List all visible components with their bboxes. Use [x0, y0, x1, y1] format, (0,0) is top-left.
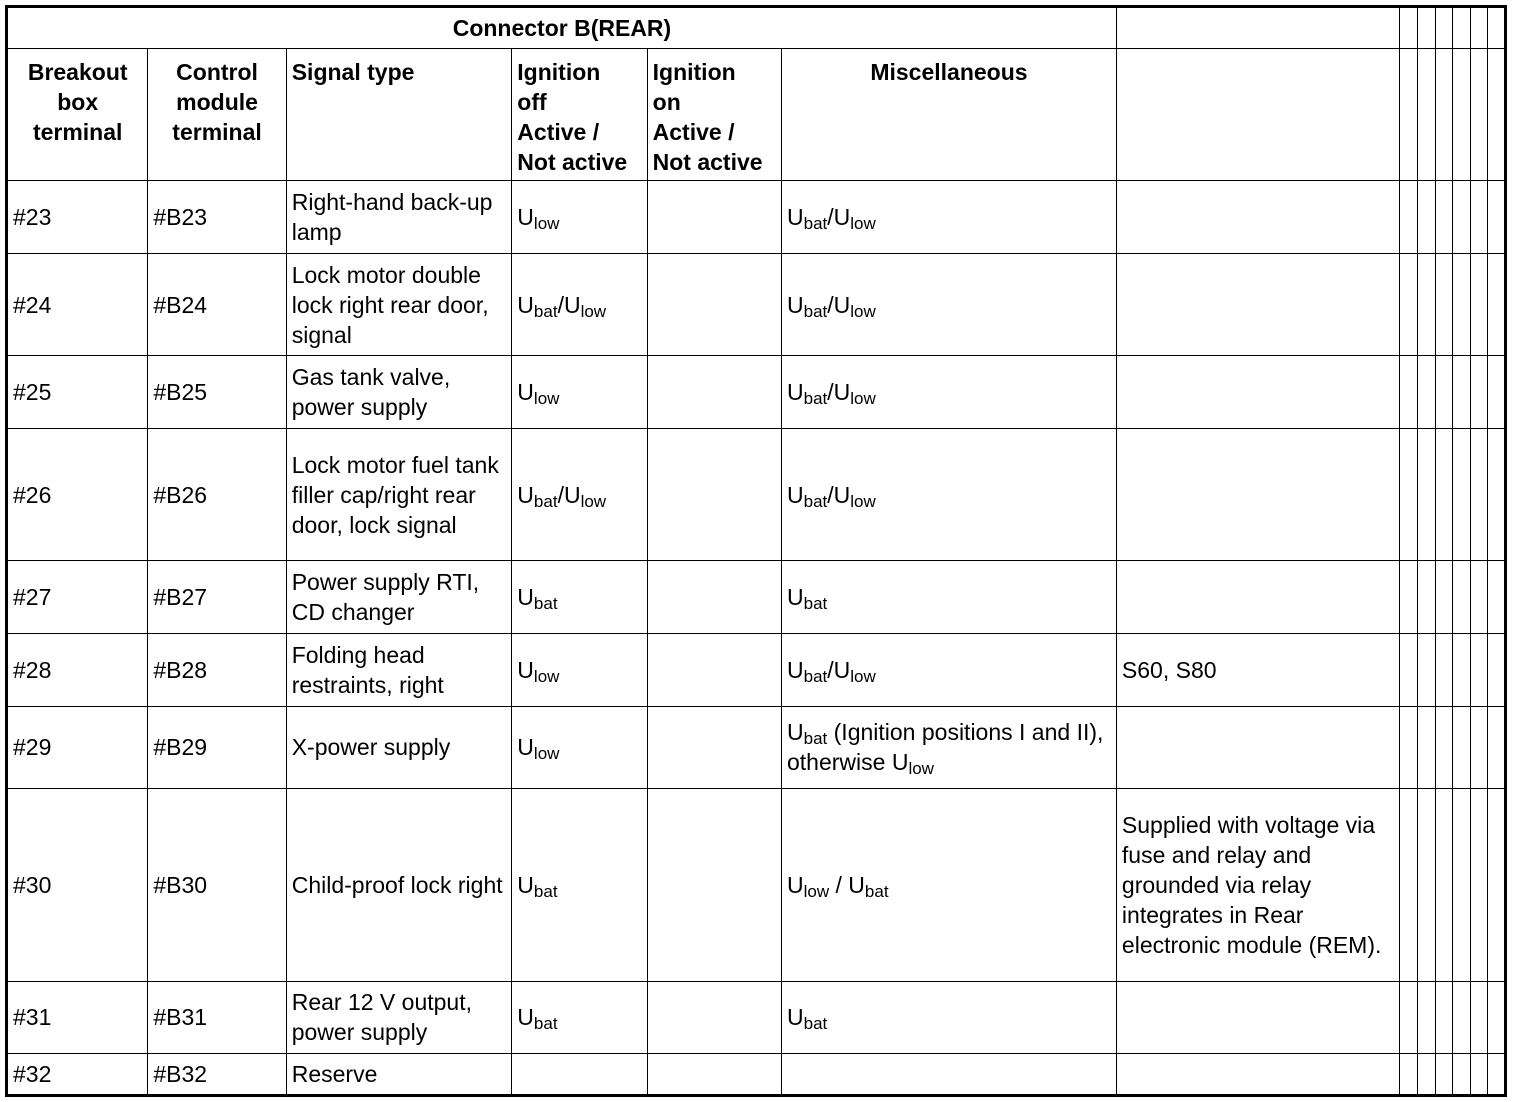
- connector-table: [5, 5, 1507, 1097]
- blank-cell: [1470, 788, 1487, 981]
- header-misc: Miscellaneous: [781, 49, 1116, 181]
- note-value: [1116, 981, 1399, 1053]
- voltage-symbol: $U_{low}$: [517, 734, 560, 764]
- voltage-symbol: $U_{bat}$: [517, 291, 558, 321]
- signal-type: Lock motor double lock right rear door, signal: [286, 254, 512, 356]
- breakout-terminal: #31: [7, 981, 148, 1053]
- blank-cell: [1487, 706, 1505, 788]
- blank-cell: [1487, 356, 1505, 429]
- module-terminal: #B29: [148, 706, 286, 788]
- breakout-terminal: #24: [7, 254, 148, 356]
- voltage-symbol: $U_{bat}$: [517, 1004, 558, 1034]
- blank-cell: [1417, 633, 1435, 706]
- voltage-symbol: $U_{low}$: [563, 481, 607, 511]
- blank-cell: [1417, 49, 1435, 181]
- misc-value: $U_{low} / U_{bat}$: [781, 788, 1116, 981]
- table-row: [7, 981, 1506, 1053]
- voltage-subscript: low: [533, 666, 560, 686]
- note-value: S60, S80: [1116, 633, 1399, 706]
- blank-cell: [1417, 788, 1435, 981]
- blank-cell: [1399, 981, 1417, 1053]
- blank-cell: [1470, 181, 1487, 254]
- voltage-subscript: bat: [864, 881, 889, 901]
- blank-cell: [1116, 7, 1399, 49]
- ignition-off-value: [512, 981, 647, 1053]
- voltage-symbol: $U_{low}$: [563, 291, 607, 321]
- voltage-symbol: $U_{low}$: [833, 481, 876, 511]
- voltage-symbol: $U_{low}$: [786, 871, 830, 901]
- voltage-symbol: $U_{bat}$: [517, 871, 558, 901]
- blank-cell: [1435, 49, 1452, 181]
- blank-cell: [1452, 181, 1470, 254]
- ignition-off-value: $U_{bat}/U_{low}$: [512, 429, 647, 561]
- blank-cell: [1452, 356, 1470, 429]
- ignition-on-value: [647, 429, 781, 561]
- header-ign-off-line: off: [517, 89, 547, 116]
- voltage-subscript: bat: [533, 491, 558, 511]
- breakout-terminal: #27: [7, 561, 148, 633]
- blank-cell: [1470, 429, 1487, 561]
- voltage-subscript: bat: [533, 594, 558, 614]
- breakout-terminal: #29: [7, 706, 148, 788]
- voltage-symbol: $U_{low}$: [833, 379, 876, 409]
- voltage-subscript: bat: [533, 1014, 558, 1034]
- voltage-symbol: $U_{low}$: [833, 656, 876, 686]
- header-ign-off-line: Not active: [517, 149, 628, 176]
- signal-type: X-power supply: [286, 706, 512, 788]
- ignition-off-value: [512, 788, 647, 981]
- table-row: [7, 561, 1506, 633]
- misc-value: $U_{bat}/U_{low}$: [781, 356, 1116, 429]
- blank-cell: [1487, 561, 1505, 633]
- blank-cell: [1487, 788, 1505, 981]
- blank-cell: [1435, 788, 1452, 981]
- ignition-off-value: [512, 1053, 647, 1095]
- table-row: [7, 788, 1506, 981]
- blank-cell: [1399, 788, 1417, 981]
- blank-cell: [1435, 706, 1452, 788]
- ignition-off-value: $U_{bat}/U_{low}$: [512, 254, 647, 356]
- blank-cell: [1435, 7, 1452, 49]
- ignition-on-value: [647, 981, 781, 1053]
- blank-cell: [1452, 7, 1470, 49]
- voltage-symbol: $U_{bat}$: [786, 291, 828, 321]
- blank-cell: [1399, 1053, 1417, 1095]
- blank-cell: [1435, 356, 1452, 429]
- signal-type: Lock motor fuel tank filler cap/right rear door, lock signal: [286, 429, 512, 561]
- module-terminal: #B25: [148, 356, 286, 429]
- voltage-subscript: bat: [803, 491, 828, 511]
- table-row: [7, 706, 1506, 788]
- misc-value: $U_{bat}/U_{low}$: [781, 254, 1116, 356]
- signal-type: Rear 12 V output, power supply: [286, 981, 512, 1053]
- module-terminal: #B28: [148, 633, 286, 706]
- voltage-symbol: $U_{bat}$: [786, 1004, 828, 1034]
- ignition-on-value: [647, 356, 781, 429]
- header-row: [7, 49, 1506, 181]
- voltage-subscript: bat: [803, 214, 828, 234]
- header-ign-on-line: Active /: [652, 119, 735, 146]
- header-ign-on-line: on: [652, 89, 681, 116]
- header-ign-off-line: Ignition: [517, 59, 601, 86]
- blank-cell: [1417, 254, 1435, 356]
- blank-cell: [1452, 429, 1470, 561]
- voltage-subscript: low: [533, 744, 560, 764]
- breakout-terminal: #25: [7, 356, 148, 429]
- voltage-subscript: bat: [533, 301, 558, 321]
- misc-value: [781, 706, 1116, 788]
- voltage-subscript: bat: [533, 881, 558, 901]
- note-value: [1116, 356, 1399, 429]
- voltage-subscript: low: [580, 301, 607, 321]
- misc-value: $U_{bat}/U_{low}$: [781, 633, 1116, 706]
- misc-text: (Ignition positions I and II), otherwise: [786, 719, 1104, 776]
- blank-cell: [1452, 49, 1470, 181]
- blank-cell: [1487, 981, 1505, 1053]
- blank-cell: [1399, 429, 1417, 561]
- table-row: [7, 254, 1506, 356]
- voltage-subscript: bat: [803, 666, 828, 686]
- breakout-terminal: #28: [7, 633, 148, 706]
- misc-value: [781, 561, 1116, 633]
- module-terminal: #B30: [148, 788, 286, 981]
- voltage-subscript: bat: [803, 389, 828, 409]
- header-ign-on-line: Not active: [652, 149, 763, 176]
- ignition-on-value: [647, 254, 781, 356]
- voltage-symbol: $U_{bat}$: [848, 871, 889, 901]
- ignition-off-value: [512, 356, 647, 429]
- blank-cell: [1487, 181, 1505, 254]
- header-ign-off: [512, 49, 647, 181]
- blank-cell: [1417, 981, 1435, 1053]
- blank-cell: [1435, 181, 1452, 254]
- signal-type: Right-hand back-up lamp: [286, 181, 512, 254]
- header-control: Control module terminal: [148, 49, 286, 181]
- blank-cell: [1452, 788, 1470, 981]
- voltage-subscript: low: [850, 491, 876, 511]
- voltage-subscript: low: [850, 389, 876, 409]
- blank-cell: [1452, 981, 1470, 1053]
- blank-cell: [1399, 7, 1417, 49]
- voltage-subscript: bat: [803, 1014, 828, 1034]
- signal-type: Child-proof lock right: [286, 788, 512, 981]
- voltage-subscript: bat: [803, 594, 828, 614]
- blank-cell: [1470, 49, 1487, 181]
- table-row: [7, 633, 1506, 706]
- blank-cell: [1487, 633, 1505, 706]
- voltage-subscript: bat: [803, 729, 828, 749]
- voltage-subscript: low: [850, 666, 876, 686]
- misc-value: $U_{bat}/U_{low}$: [781, 181, 1116, 254]
- module-terminal: #B24: [148, 254, 286, 356]
- blank-cell: [1435, 1053, 1452, 1095]
- note-value: [1116, 181, 1399, 254]
- voltage-subscript: low: [908, 759, 934, 779]
- title-row: [7, 7, 1506, 49]
- module-terminal: #B32: [148, 1053, 286, 1095]
- ignition-on-value: [647, 1053, 781, 1095]
- blank-cell: [1417, 356, 1435, 429]
- table-row: [7, 356, 1506, 429]
- voltage-subscript: low: [533, 214, 560, 234]
- header-signal: Signal type: [286, 49, 512, 181]
- misc-value: $U_{bat}/U_{low}$: [781, 429, 1116, 561]
- blank-cell: [1399, 254, 1417, 356]
- breakout-terminal: #23: [7, 181, 148, 254]
- blank-cell: [1399, 181, 1417, 254]
- ignition-off-value: [512, 633, 647, 706]
- voltage-subscript: low: [533, 389, 560, 409]
- voltage-symbol: $U_{bat}$: [786, 204, 828, 234]
- voltage-subscript: bat: [803, 301, 828, 321]
- note-value: [1116, 1053, 1399, 1095]
- voltage-symbol: $U_{low}$: [517, 379, 560, 409]
- voltage-symbol: $U_{bat}$: [786, 584, 828, 614]
- blank-cell: [1452, 1053, 1470, 1095]
- blank-cell: [1487, 254, 1505, 356]
- voltage-symbol: $U_{low}$: [833, 291, 876, 321]
- signal-type: Power supply RTI, CD changer: [286, 561, 512, 633]
- header-ign-on: [647, 49, 781, 181]
- blank-cell: [1399, 356, 1417, 429]
- blank-cell: [1452, 254, 1470, 356]
- voltage-subscript: low: [850, 301, 876, 321]
- ignition-on-value: [647, 561, 781, 633]
- blank-cell: [1399, 49, 1417, 181]
- voltage-symbol: $U_{bat}$: [786, 379, 828, 409]
- voltage-symbol: $U_{low}$: [517, 656, 560, 686]
- voltage-symbol: $U_{low}$: [517, 204, 560, 234]
- blank-cell: [1116, 49, 1399, 181]
- breakout-terminal: #32: [7, 1053, 148, 1095]
- module-terminal: #B27: [148, 561, 286, 633]
- blank-cell: [1452, 633, 1470, 706]
- misc-value: [781, 1053, 1116, 1095]
- module-terminal: #B26: [148, 429, 286, 561]
- voltage-symbol: $U_{bat}$: [517, 481, 558, 511]
- blank-cell: [1470, 1053, 1487, 1095]
- table-title: Connector B(REAR): [7, 7, 1117, 49]
- header-ign-on-line: Ignition: [652, 59, 736, 86]
- blank-cell: [1399, 706, 1417, 788]
- blank-cell: [1452, 706, 1470, 788]
- misc-value: [781, 981, 1116, 1053]
- blank-cell: [1470, 561, 1487, 633]
- voltage-symbol: $U_{low}$: [833, 204, 876, 234]
- table-row: [7, 181, 1506, 254]
- ignition-off-value: [512, 706, 647, 788]
- breakout-terminal: #30: [7, 788, 148, 981]
- blank-cell: [1435, 429, 1452, 561]
- blank-cell: [1470, 254, 1487, 356]
- blank-cell: [1452, 561, 1470, 633]
- blank-cell: [1487, 1053, 1505, 1095]
- blank-cell: [1487, 429, 1505, 561]
- blank-cell: [1470, 981, 1487, 1053]
- blank-cell: [1470, 633, 1487, 706]
- blank-cell: [1399, 561, 1417, 633]
- header-breakout: Breakout box terminal: [7, 49, 148, 181]
- blank-cell: [1399, 633, 1417, 706]
- breakout-terminal: #26: [7, 429, 148, 561]
- ignition-on-value: [647, 181, 781, 254]
- note-value: [1116, 254, 1399, 356]
- blank-cell: [1417, 1053, 1435, 1095]
- ignition-on-value: [647, 706, 781, 788]
- signal-type: Folding head restraints, right: [286, 633, 512, 706]
- blank-cell: [1435, 633, 1452, 706]
- voltage-symbol: $U_{bat}$: [786, 656, 828, 686]
- header-ign-off-line: Active /: [517, 119, 600, 146]
- note-value: Supplied with voltage via fuse and relay and grounded via relay integrates in Rear electronic module (REM).: [1116, 788, 1399, 981]
- voltage-subscript: low: [580, 491, 607, 511]
- ignition-off-value: [512, 561, 647, 633]
- voltage-symbol: $U_{bat}$: [786, 481, 828, 511]
- module-terminal: #B31: [148, 981, 286, 1053]
- voltage-subscript: low: [850, 214, 876, 234]
- voltage-symbol: $U_{bat}$: [786, 719, 828, 749]
- blank-cell: [1417, 706, 1435, 788]
- blank-cell: [1417, 181, 1435, 254]
- blank-cell: [1470, 706, 1487, 788]
- blank-cell: [1435, 561, 1452, 633]
- ignition-on-value: [647, 633, 781, 706]
- voltage-subscript: low: [803, 881, 830, 901]
- table-row: [7, 429, 1506, 561]
- blank-cell: [1487, 7, 1505, 49]
- blank-cell: [1487, 49, 1505, 181]
- note-value: [1116, 561, 1399, 633]
- ignition-off-value: [512, 181, 647, 254]
- voltage-symbol: $U_{low}$: [891, 749, 934, 779]
- voltage-symbol: $U_{bat}$: [517, 584, 558, 614]
- note-value: [1116, 429, 1399, 561]
- signal-type: Gas tank valve, power supply: [286, 356, 512, 429]
- blank-cell: [1417, 429, 1435, 561]
- blank-cell: [1435, 981, 1452, 1053]
- blank-cell: [1417, 7, 1435, 49]
- module-terminal: #B23: [148, 181, 286, 254]
- blank-cell: [1435, 254, 1452, 356]
- table-row: [7, 1053, 1506, 1095]
- ignition-on-value: [647, 788, 781, 981]
- signal-type: Reserve: [286, 1053, 512, 1095]
- blank-cell: [1470, 7, 1487, 49]
- blank-cell: [1470, 356, 1487, 429]
- note-value: [1116, 706, 1399, 788]
- blank-cell: [1417, 561, 1435, 633]
